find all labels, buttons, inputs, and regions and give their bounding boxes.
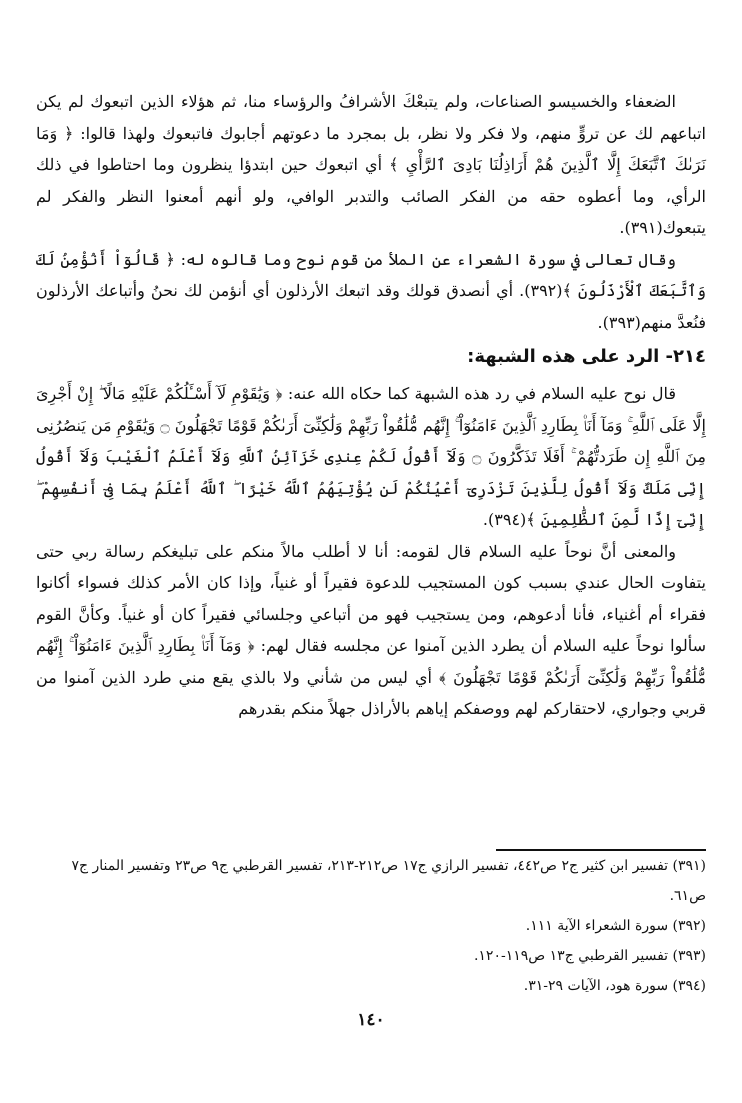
section-heading: ٢١٤- الرد على هذه الشبهة: [467,346,706,367]
page-body [36,86,706,725]
footnotes-section [40,849,706,1001]
paragraph-1: الضعفاء والخسيسو الصناعات، ولم يتبعْكَ الأشرافُ والرؤساء منا، ثم هؤلاء الذين اتبعوك لم يكن اتباعهم لك عن تروٍّ منهم، ولا فكر ولا نظر، بل بمجرد ما دعوتهم أجابوك فاتبعوك ولهذا قالوا: ﴿ وَمَا نَرَىٰكَ ٱتَّبَعَكَ إِلَّا ٱلَّذِينَ هُمْ أَرَاذِلُنَا بَادِىَ ٱلرَّأْيِ ﴾ أي اتبعوك حين ابتدؤا ينظرون وما احتاطوا في ذلك الرأي، وما أعطوه حقه من الفكر الصائب والتدبر الوافي، ولو أنهم أمعنوا النظر والفكر لم يتبعوك(٣٩١). [36,92,706,237]
footnote-392: (٣٩٢) سورة الشعراء الآية ١١١. [525,918,706,934]
paragraph-2: وقال تعالى في سورة الشعراء عن الملأ من قوم نوح وما قالوه له: ﴿ قَالُوٓاْ أَنُؤْمِنُ لَكَ وَٱتَّبَعَكَ ٱلْأَرْذَلُونَ ﴾(٣٩٢). أي أنصدق قولك وقد اتبعك الأرذلون أي أنؤمن لك نحنُ وأتباعك الأرذلون فنُعدَّ منهم(٣٩٣). [36,249,706,332]
footnote-391: (٣٩١) تفسير ابن كثير ج٢ ص٤٤٢، تفسير الرازي ج١٧ ص٢١٢-٢١٣، تفسير القرطبي ج٩ ص٢٣ وتفسير المنار ج٧ ص٦١. [71,858,706,904]
paragraph-4: والمعنى أنَّ نوحاً عليه السلام قال لقومه: أنا لا أطلب مالاً منكم على تبليغكم رسالة ربي حتى يتفاوت الحال عندي بسبب كون المستجيب للدعوة فقيراً أو غنياً، وإذا كان الأمر كذلك فسواء أكانوا فقراء أم أغنياء، فأنا أدعوهم، ومن يستجيب فهو من أتباعي وجلسائي فقيراً كان أو غنياً. وكأنَّ القوم سألوا نوحاً عليه السلام أن يطرد الذين آمنوا عن مجلسه فقال لهم: ﴿ وَمَآ أَنَا۠ بِطَارِدِ ٱلَّذِينَ ءَامَنُوٓاْ ۚ إِنَّهُم مُّلَٰقُواْ رَبِّهِمْ وَلَٰكِنِّىٓ أَرَىٰكُمْ قَوْمًا تَجْهَلُونَ ﴾ أي ليس من شأني ولا بالذي يقع مني طرد الذين آمنوا من قربي وجواري، لاحتقاركم لهم ووصفكم إياهم بالأراذل جهلاً منكم بقدرهم [36,541,706,718]
footnote-394: (٣٩٤) سورة هود، الآيات ٢٩-٣١. [523,978,706,994]
paragraph-3: قال نوح عليه السلام في رد هذه الشبهة كما حكاه الله عنه: ﴿ وَيَٰقَوْمِ لَآ أَسْـَٔلُكُمْ عَلَيْهِ مَالًا ۖ إِنْ أَجْرِىَ إِلَّا عَلَى ٱللَّهِ ۚ وَمَآ أَنَا۠ بِطَارِدِ ٱلَّذِينَ ءَامَنُوٓاْ ۚ إِنَّهُم مُّلَٰقُواْ رَبِّهِمْ وَلَٰكِنِّىٓ أَرَىٰكُمْ قَوْمًا تَجْهَلُونَ ۝ وَيَٰقَوْمِ مَن يَنصُرُنِى مِنَ ٱللَّهِ إِن طَرَدتُّهُمْ ۚ أَفَلَا تَذَكَّرُونَ ۝ وَلَآ أَقُولُ لَكُمْ عِندِى خَزَآئِنُ ٱللَّهِ وَلَآ أَعْلَمُ ٱلْغَيْبَ وَلَآ أَقُولُ إِنِّى مَلَكٌ وَلَآ أَقُولُ لِلَّذِينَ تَزْدَرِىٓ أَعْيُنُكُمْ لَن يُؤْتِيَهُمُ ٱللَّهُ خَيْرًا ۖ ٱللَّهُ أَعْلَمُ بِمَا فِىٓ أَنفُسِهِمْ ۖ إِنِّىٓ إِذًا لَّمِنَ ٱلظَّٰلِمِينَ ﴾(٣٩٤). [36,384,707,529]
footnote-393: (٣٩٣) تفسير القرطبي ج١٣ ص١١٩-١٢٠. [473,948,706,964]
footnote-list [40,851,706,1001]
page-number: ١٤٠ [357,1010,385,1030]
